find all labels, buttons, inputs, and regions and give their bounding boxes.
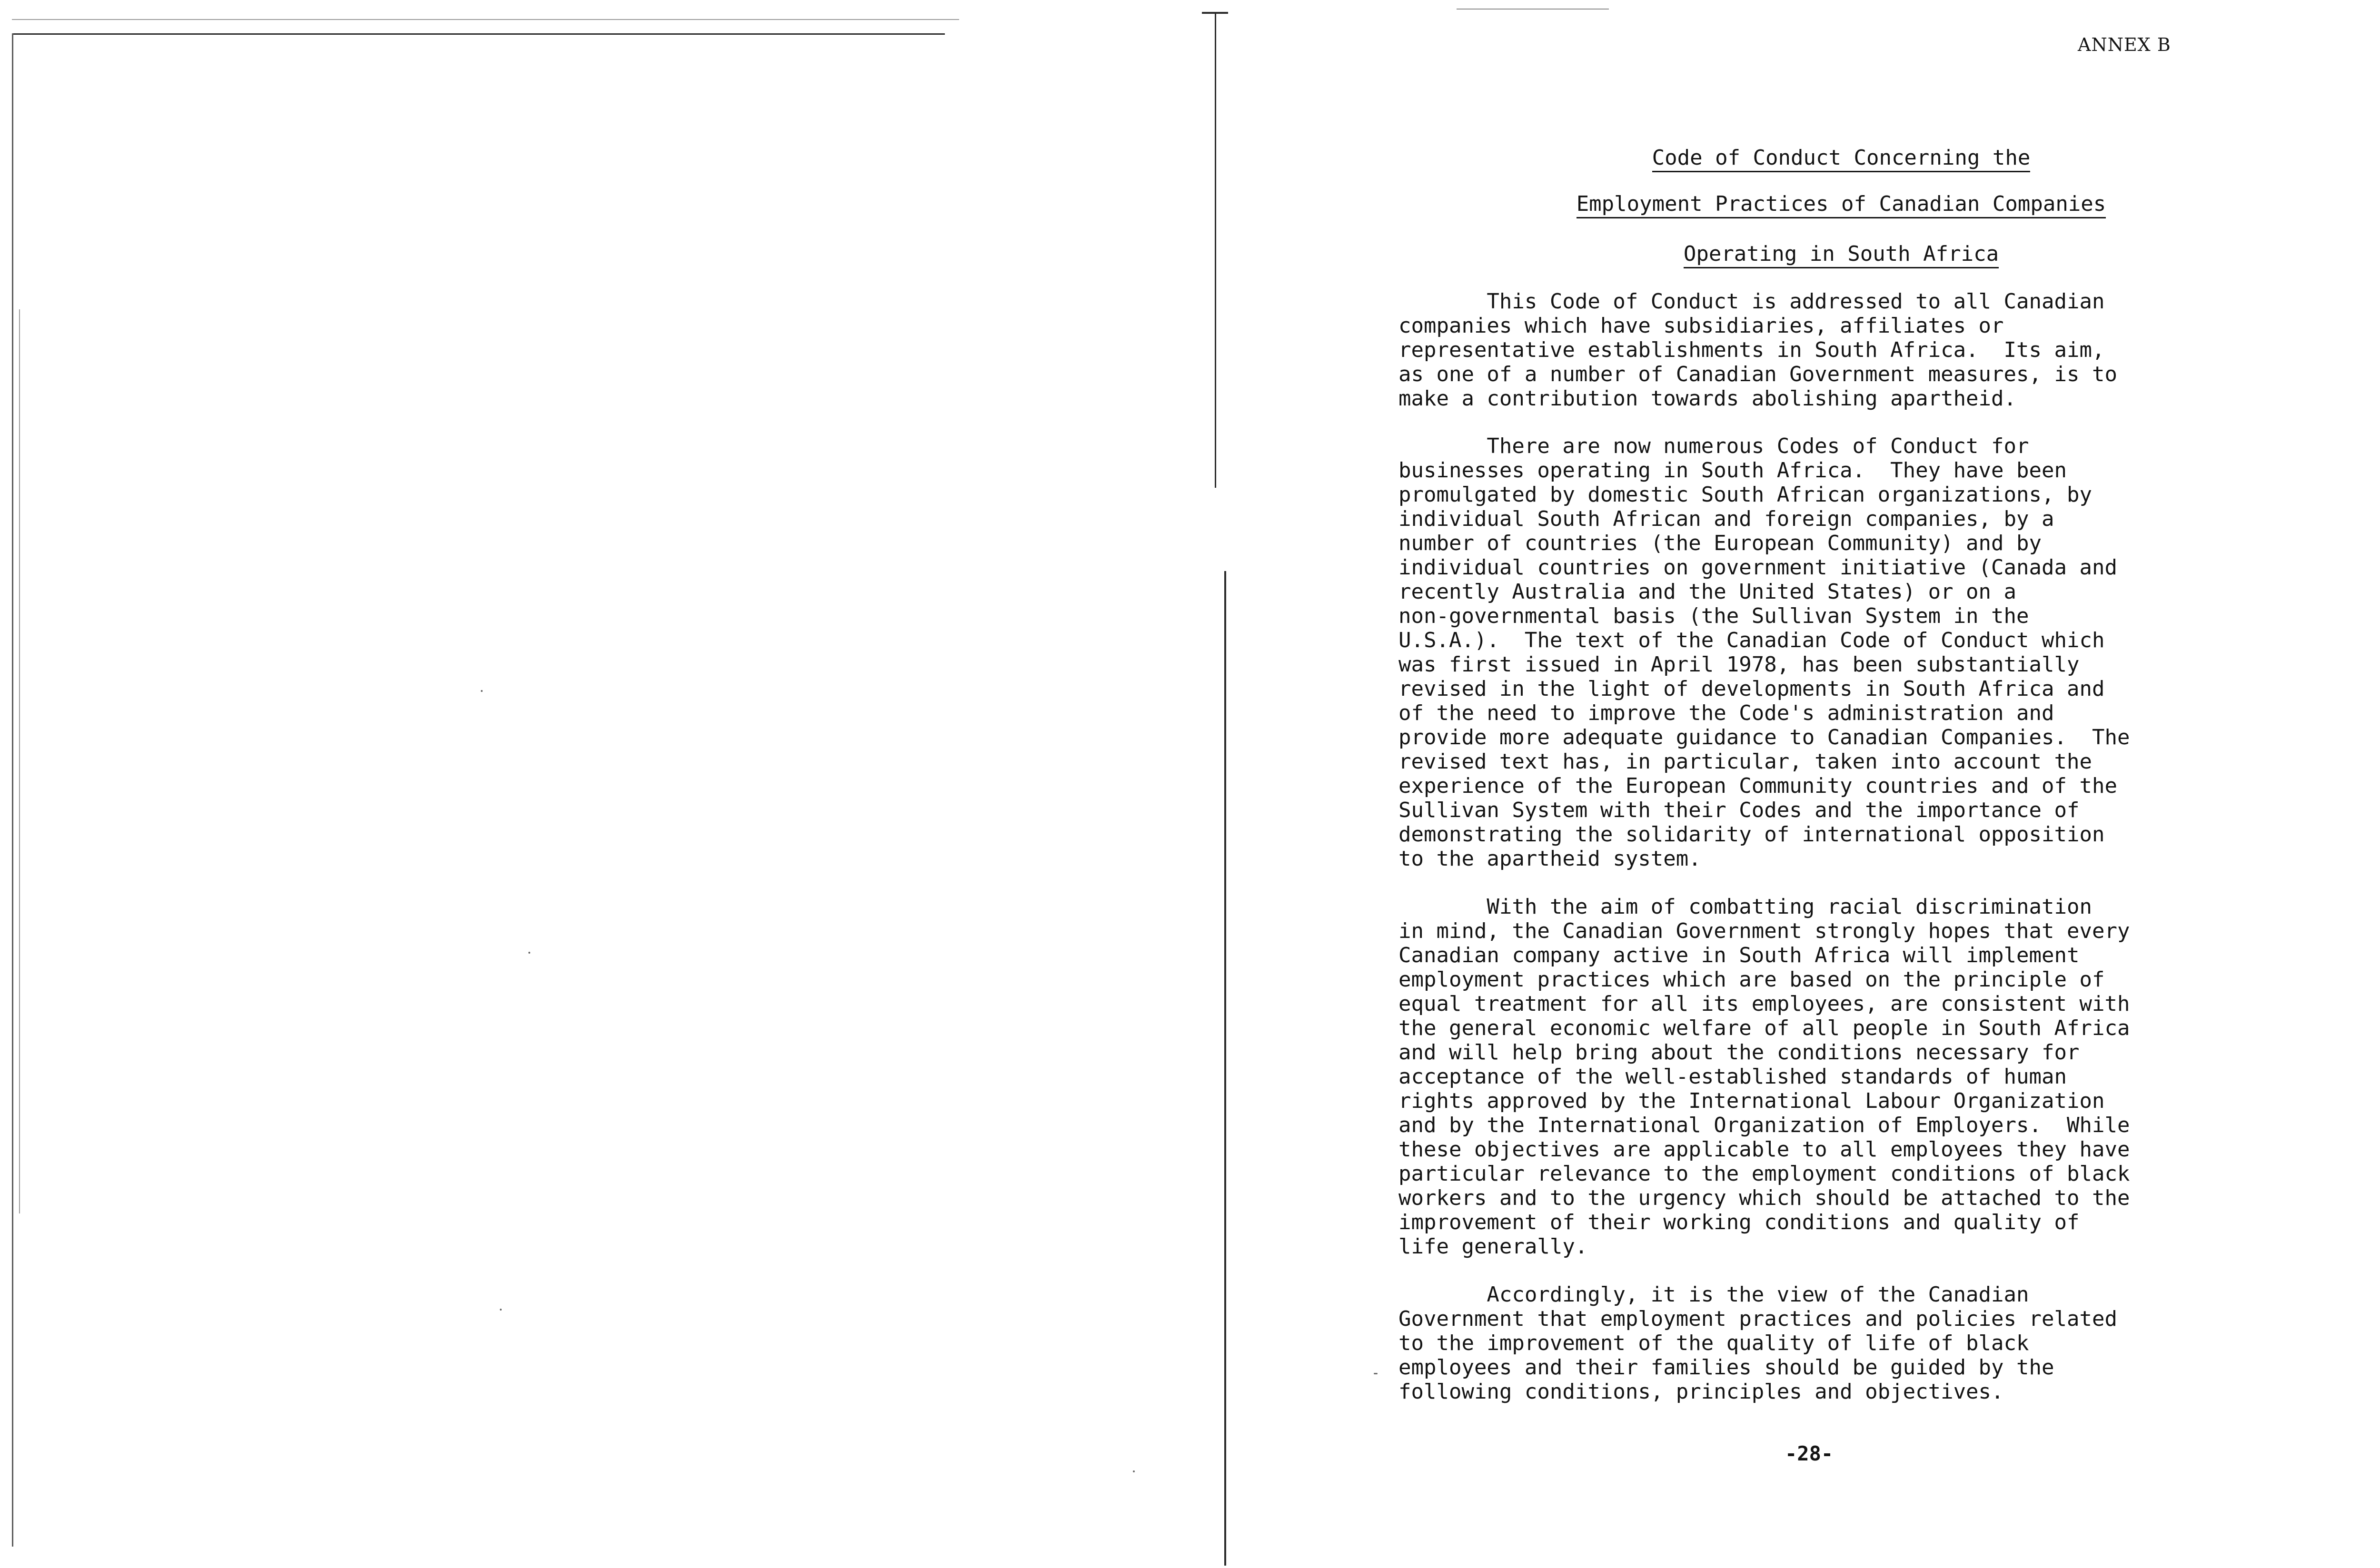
text-line: representative establishments in South Africa. Its aim,: [1398, 338, 2105, 362]
left-page-top-border-faint: [12, 19, 959, 20]
text-line: experience of the European Community countries and of the: [1398, 774, 2117, 798]
text-line: following conditions, principles and objectives.: [1398, 1380, 2004, 1404]
text-line: particular relevance to the employment conditions of black: [1398, 1162, 2130, 1186]
scan-speck: [1133, 1470, 1135, 1472]
text-line: of the need to improve the Code's administration and: [1398, 701, 2054, 725]
annex-label: ANNEX B: [2078, 34, 2171, 55]
title-line-2: Employment Practices of Canadian Companies: [1371, 168, 2261, 240]
text-line: as one of a number of Canadian Government measures, is to: [1398, 362, 2117, 386]
text-line: acceptance of the well-established standards of human: [1398, 1065, 2067, 1089]
text-line: the general economic welfare of all people in South Africa: [1398, 1016, 2130, 1040]
text-line: Sullivan System with their Codes and the importance of: [1398, 798, 2080, 822]
text-line: equal treatment for all its employees, are consistent with: [1398, 992, 2130, 1016]
text-line: to the apartheid system.: [1398, 847, 1701, 871]
paragraph-objectives: [1398, 895, 2251, 1259]
text-line: these objectives are applicable to all employees they have: [1398, 1137, 2130, 1162]
text-line: This Code of Conduct is addressed to all Canadian: [1398, 289, 2105, 314]
scan-speck: [528, 952, 530, 954]
text-line: There are now numerous Codes of Conduct for: [1398, 434, 2029, 458]
text-line: improvement of their working conditions and quality of: [1398, 1210, 2080, 1234]
text-line: and will help bring about the conditions necessary for: [1398, 1040, 2080, 1065]
text-line: With the aim of combatting racial discrimination: [1398, 895, 2092, 919]
text-line: promulgated by domestic South African organizations, by: [1398, 483, 2092, 507]
text-line: life generally.: [1398, 1234, 1588, 1259]
gutter-line-upper: [1215, 12, 1216, 488]
text-line: make a contribution towards abolishing apartheid.: [1398, 386, 2017, 411]
text-line: was first issued in April 1978, has been substantially: [1398, 652, 2080, 677]
scan-speck: [1374, 1373, 1378, 1374]
text-line: companies which have subsidiaries, affiliates or: [1398, 314, 2004, 338]
text-line: in mind, the Canadian Government strongly hopes that every: [1398, 919, 2130, 943]
text-line: provide more adequate guidance to Canadian Companies. The: [1398, 725, 2130, 749]
right-text-page: [1228, 0, 2380, 1568]
text-line: U.S.A.). The text of the Canadian Code of Conduct which: [1398, 628, 2105, 652]
paragraph-codes-history: [1398, 434, 2251, 871]
text-line: employees and their families should be guided by the: [1398, 1355, 2054, 1380]
text-line: recently Australia and the United States) or on a: [1398, 580, 2017, 604]
paragraph-conditions: [1398, 1282, 2251, 1404]
page-number: -28-: [1785, 1442, 1834, 1465]
right-page-top-rule: [1457, 9, 1609, 10]
text-line: revised in the light of developments in South Africa and: [1398, 677, 2105, 701]
text-line: and by the International Organization of Employers. While: [1398, 1113, 2130, 1137]
gutter-line-lower: [1224, 571, 1226, 1566]
text-line: demonstrating the solidarity of international opposition: [1398, 822, 2105, 847]
paragraph-intro: [1398, 289, 2251, 411]
left-page-top-border: [12, 33, 945, 35]
left-page-edge-dashes: [19, 309, 20, 1213]
text-line: Accordingly, it is the view of the Canadian: [1398, 1282, 2029, 1307]
text-line: businesses operating in South Africa. They have been: [1398, 458, 2067, 483]
text-line: number of countries (the European Community) and by: [1398, 531, 2042, 555]
title-line-3: Operating in South Africa: [1371, 217, 2261, 290]
text-line: employment practices which are based on the principle of: [1398, 967, 2105, 992]
text-line: Government that employment practices and policies related: [1398, 1307, 2117, 1331]
title-line-1: Code of Conduct Concerning the: [1371, 121, 2261, 194]
text-line: individual countries on government initiative (Canada and: [1398, 555, 2117, 580]
text-line: non-governmental basis (the Sullivan System in the: [1398, 604, 2029, 628]
text-line: to the improvement of the quality of life of black: [1398, 1331, 2029, 1355]
text-line: workers and to the urgency which should be attached to the: [1398, 1186, 2130, 1210]
text-line: Canadian company active in South Africa will implement: [1398, 943, 2080, 967]
scan-speck: [500, 1309, 502, 1311]
left-page-left-border: [12, 33, 13, 1547]
text-line: individual South African and foreign companies, by a: [1398, 507, 2054, 531]
text-line: rights approved by the International Labour Organization: [1398, 1089, 2105, 1113]
scan-speck: [481, 690, 483, 692]
text-line: revised text has, in particular, taken into account the: [1398, 749, 2092, 774]
